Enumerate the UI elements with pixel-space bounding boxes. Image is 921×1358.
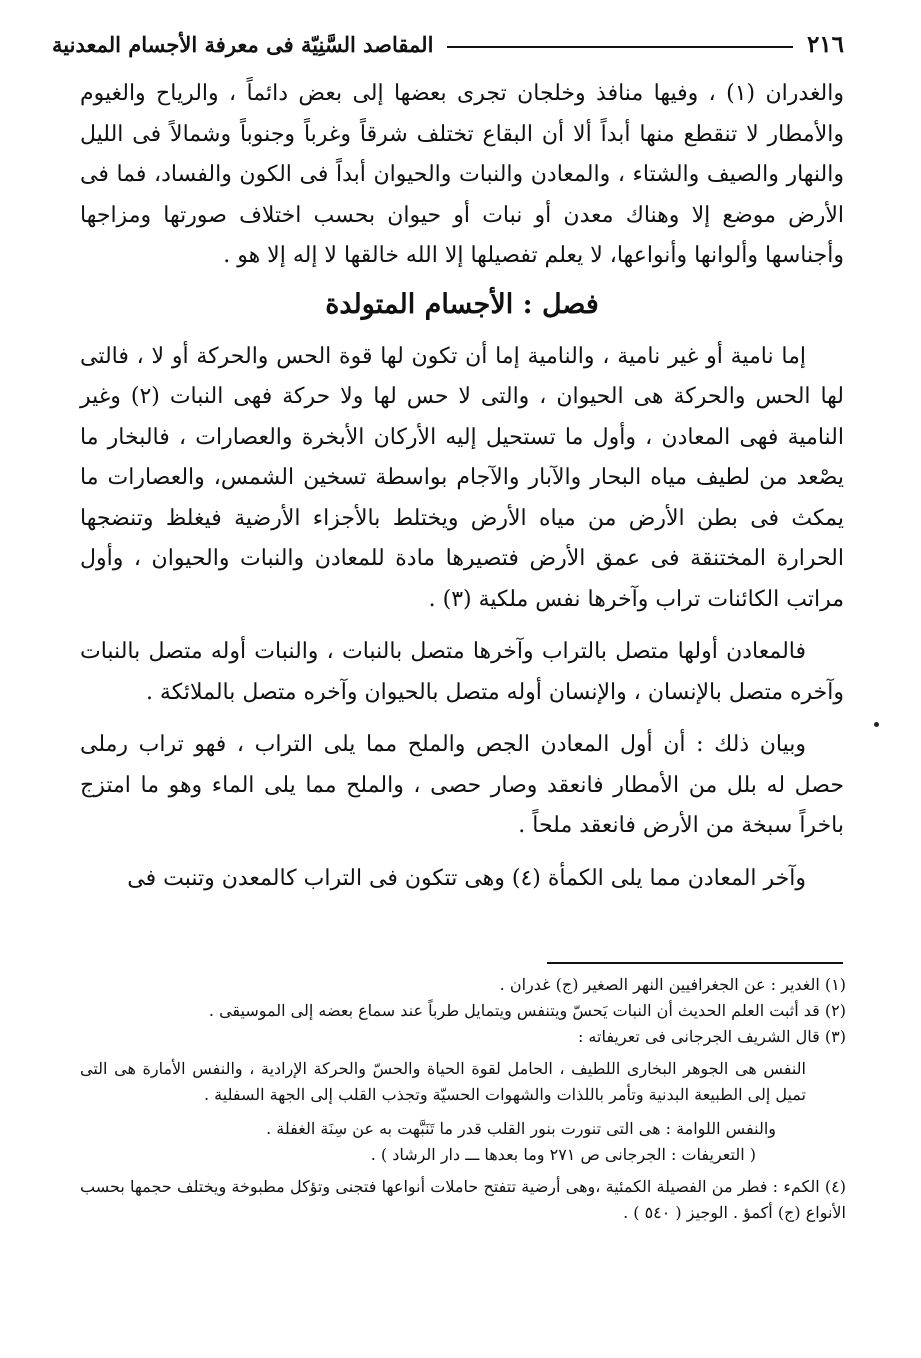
main-text xyxy=(80,74,844,899)
footnote-2: (٢) قد أثبت العلم الحديث أن النبات يَحسّ ويتنفس ويتمايل طرباً عند سماع بعضه إلى الموسيقى . xyxy=(208,1001,846,1020)
footnote-4: (٤) الكمء : فطر من الفصيلة الكمئية ،وهى أرضية تتفتح حاملات أنواعها فتجنى وتؤكل مطبوخة ويختلف حجمها بحسب الأنواع (ج) أكمؤ . الوجيز ( ٥٤٠ ) . xyxy=(80,1177,846,1222)
paragraph-3: فالمعادن أولها متصل بالتراب وآخرها متصل بالنبات ، والنبات أوله متصل بالنبات وآخره متصل بالإنسان ، والإنسان أوله متصل بالحيوان وآخره متصل بالملائكة . xyxy=(80,639,844,705)
paragraph-1: والغدران (١) ، وفيها منافذ وخلجان تجرى بعضها إلى بعض دائماً ، والرياح والغيوم والأمطار لا تنقطع منها أبداً ألا أن البقاع تختلف شرقاً وغرباً وجنوباً وشمالاً فى الليل والنهار والصيف والشتاء ، والمعادن والنبات والحيوان أبداً فى الكون والفساد، فما فى الأرض موضع إلا وهناك معدن أو نبات أو حيوان بحسب اختلاف صورتها ومزاجها وأجناسها وألوانها وأنواعها، لا يعلم تفصيلها إلا الله خالقها لا إله إلا هو . xyxy=(80,81,844,268)
paragraph-5: وآخر المعادن مما يلى الكمأة (٤) وهى تتكون فى التراب كالمعدن وتنبت فى xyxy=(127,865,806,891)
footnote-separator xyxy=(547,962,843,964)
footnote-3-definition: النفس هى الجوهر البخارى اللطيف ، الحامل لقوة الحياة والحسّ والحركة الإرادية ، والنفس الأمارة هى التى تميل إلى الطبيعة البدنية وتأمر باللذات والشهوات الحسيّة وتجذب القلب إلى الجهة السفلية . xyxy=(80,1059,806,1104)
page-header xyxy=(52,26,844,62)
footnote-3: (٣) قال الشريف الجرجانى فى تعريفاته : xyxy=(577,1027,846,1046)
running-title: المقاصد السَّنِيّة فى معرفة الأجسام المعدنية xyxy=(52,31,434,57)
page-number: ٢١٦ xyxy=(806,30,844,58)
footnotes xyxy=(80,972,846,1226)
paragraph-4: وبيان ذلك : أن أول المعادن الجص والملح مما يلى التراب ، فهو تراب رملى حصل له بلل من الأمطار فانعقد وصار حصى ، والملح مما يلى الماء وهو ما امتزج باخراً سبخة من الأرض فانعقد ملحاً . xyxy=(80,732,844,838)
section-heading: فصل : الأجسام المتولدة xyxy=(325,288,599,320)
footnote-1: (١) الغدير : عن الجغرافيين النهر الصغير (ج) غدران . xyxy=(499,975,846,994)
footnote-3-lawwama: والنفس اللوامة : هى التى تنورت بنور القلب قدر ما تَنَبَّهت به عن سِنَة الغفلة . xyxy=(266,1119,776,1138)
margin-dot-mark xyxy=(874,722,879,727)
paragraph-2: إما نامية أو غير نامية ، والنامية إما أن تكون لها قوة الحس والحركة أو لا ، فالتى لها الحس والحركة هى الحيوان ، والتى لا حس لها ولا حركة فهى النبات (٢) وغير النامية فهى المعادن ، وأول ما تستحيل إليه الأركان الأبخرة والعصارات ، فالبخار ما يصْعد من لطيف مياه البحار والآبار والآجام بواسطة تسخين الشمس، والعصارات ما يمكث فى بطن الأرض من مياه الأرض ويختلط بالأجزاء الأرضية فيغلظ وتنضجها الحرارة المختنقة فى عمق الأرض فتصيرها مادة للمعادن والنبات والحيوان ، وأول مراتب الكائنات تراب وآخرها نفس ملكية (٣) . xyxy=(80,343,845,612)
footnote-3-source: ( التعريفات : الجرجانى ص ٢٧١ وما بعدها ـــ دار الرشاد ) . xyxy=(370,1145,756,1164)
header-rule xyxy=(447,46,793,48)
